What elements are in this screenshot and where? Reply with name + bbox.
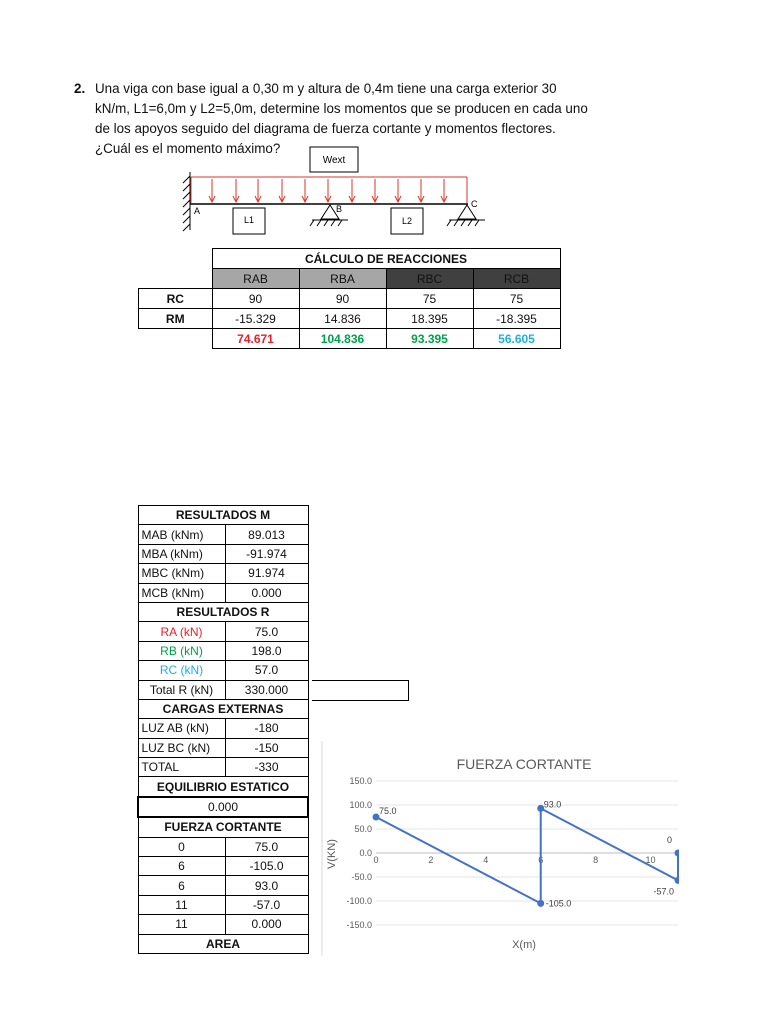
ra-label: RA (kN) xyxy=(138,622,225,641)
shear-v: 75.0 xyxy=(225,837,308,856)
problem-number: 2. xyxy=(74,81,86,96)
area-title: AREA xyxy=(138,934,308,953)
shear-x: 11 xyxy=(138,895,225,914)
support-c-label: C xyxy=(471,199,478,209)
shear-v: -57.0 xyxy=(225,895,308,914)
table-row xyxy=(138,857,308,876)
equilibrium-title: EQUILIBRIO ESTATICO xyxy=(138,777,308,797)
support-b-label: B xyxy=(336,204,343,214)
shear-force-chart xyxy=(321,741,679,956)
rc-value: 57.0 xyxy=(225,661,308,680)
results-r-title: RESULTADOS R xyxy=(138,602,308,621)
x-tick-label: 2 xyxy=(428,855,434,865)
table-row xyxy=(138,895,308,914)
span2-label: L2 xyxy=(402,216,413,226)
table-row xyxy=(138,641,308,660)
load-arrow xyxy=(279,179,285,202)
y-tick-label: 50.0 xyxy=(354,824,372,834)
chart-title: FUERZA CORTANTE xyxy=(456,756,592,772)
span1-label: L1 xyxy=(244,215,255,225)
mbc-label: MBC (kNm) xyxy=(138,564,225,583)
table-row xyxy=(138,876,308,895)
load-arrow xyxy=(255,179,261,202)
rb-value: 198.0 xyxy=(225,641,308,660)
beam-diagram xyxy=(0,0,768,245)
table-row xyxy=(138,738,308,757)
table-row xyxy=(138,544,308,563)
load-arrow xyxy=(325,179,331,202)
data-label: -57.0 xyxy=(653,886,674,897)
load-arrow xyxy=(233,179,239,202)
total-rab: 74.671 xyxy=(212,329,299,349)
data-label: 0 xyxy=(666,835,672,845)
ra-value: 75.0 xyxy=(225,622,308,641)
cell-rc-rab: 90 xyxy=(212,289,299,309)
luz-bc-label: LUZ BC (kN) xyxy=(138,738,225,757)
pin-support-b xyxy=(310,205,348,226)
x-tick-label: 6 xyxy=(538,855,544,865)
mba-label: MBA (kNm) xyxy=(138,544,225,563)
total-ext-value: -330 xyxy=(225,758,308,777)
cell-rc-rcb: 75 xyxy=(473,289,560,309)
total-rba: 104.836 xyxy=(299,329,386,349)
table-row xyxy=(138,719,308,738)
cell-rm-rba: 14.836 xyxy=(299,309,386,329)
load-arrow xyxy=(209,179,215,202)
load-arrow xyxy=(418,179,424,202)
total-r-value: 330.000 xyxy=(225,680,308,699)
y-tick-label: -50.0 xyxy=(351,872,372,882)
data-label: 75.0 xyxy=(379,806,397,816)
header-rba: RBA xyxy=(299,269,386,289)
total-rcb: 56.605 xyxy=(473,329,560,349)
total-r-extra-cell xyxy=(312,680,409,701)
header-rcb: RCB xyxy=(473,269,560,289)
support-a-label: A xyxy=(194,206,201,216)
external-loads-title: CARGAS EXTERNAS xyxy=(138,699,308,718)
load-arrow xyxy=(349,179,355,202)
rb-label: RB (kN) xyxy=(138,641,225,660)
mbc-value: 91.974 xyxy=(225,564,308,583)
y-tick-label: 0.0 xyxy=(359,848,372,858)
cell-rc-rba: 90 xyxy=(299,289,386,309)
shear-v: 0.000 xyxy=(225,915,308,934)
x-tick-label: 8 xyxy=(593,855,599,865)
total-rbc: 93.395 xyxy=(386,329,473,349)
row-label-rm: RM xyxy=(139,309,213,329)
row-label-rc: RC xyxy=(139,289,213,309)
shear-title: FUERZA CORTANTE xyxy=(138,817,308,837)
table-row xyxy=(138,622,308,641)
x-tick-label: 0 xyxy=(373,855,379,865)
y-tick-label: 150.0 xyxy=(349,776,372,786)
reactions-title: CÁLCULO DE REACCIONES xyxy=(212,249,560,269)
shear-v: 93.0 xyxy=(225,876,308,895)
table-row xyxy=(138,680,308,699)
luz-bc-value: -150 xyxy=(225,738,308,757)
reactions-table xyxy=(138,248,561,349)
mab-value: 89.013 xyxy=(225,525,308,544)
rc-label: RC (kN) xyxy=(138,661,225,680)
pin-support-c xyxy=(447,205,485,226)
table-row xyxy=(138,583,308,602)
shear-x: 0 xyxy=(138,837,225,856)
cell-rm-rcb: -18.395 xyxy=(473,309,560,329)
x-tick-label: 10 xyxy=(645,855,656,865)
shear-x: 6 xyxy=(138,857,225,876)
shear-v: -105.0 xyxy=(225,857,308,876)
data-label: -105.0 xyxy=(545,898,572,909)
results-table xyxy=(137,505,309,954)
fixed-support-a xyxy=(183,172,190,231)
y-tick-label: 100.0 xyxy=(349,800,372,810)
header-rbc: RBC xyxy=(386,269,473,289)
table-row xyxy=(139,329,561,349)
load-arrows xyxy=(209,179,447,202)
y-axis-label: V(KN) xyxy=(326,839,338,869)
load-arrow xyxy=(395,179,401,202)
luz-ab-value: -180 xyxy=(225,719,308,738)
x-tick-label: 4 xyxy=(483,855,489,865)
table-row xyxy=(138,837,308,856)
chart-background xyxy=(321,741,679,956)
data-point xyxy=(537,900,544,907)
load-arrow xyxy=(372,179,378,202)
table-row xyxy=(138,564,308,583)
table-row xyxy=(139,309,561,329)
luz-ab-label: LUZ AB (kN) xyxy=(138,719,225,738)
table-row xyxy=(138,661,308,680)
load-label: Wext xyxy=(322,155,346,166)
cell-rm-rab: -15.329 xyxy=(212,309,299,329)
table-row xyxy=(138,915,308,934)
y-tick-label: -150.0 xyxy=(346,920,372,930)
header-rab: RAB xyxy=(212,269,299,289)
load-arrow xyxy=(441,179,447,202)
total-ext-label: TOTAL xyxy=(138,758,225,777)
load-arrow xyxy=(302,179,308,202)
shear-x: 6 xyxy=(138,876,225,895)
x-axis-label: X(m) xyxy=(512,939,536,951)
mcb-label: MCB (kNm) xyxy=(138,583,225,602)
equilibrium-value: 0.000 xyxy=(138,797,308,817)
data-label: 93.0 xyxy=(543,799,562,810)
shear-x: 11 xyxy=(138,915,225,934)
results-m-title: RESULTADOS M xyxy=(138,506,308,525)
table-row xyxy=(138,525,308,544)
problem-text: Una viga con base igual a 0,30 m y altura de 0,4m tiene una carga exterior 30 kN/m, L1=6,0m y L2=5,0m, determine los momentos que se producen en cada uno de los apoyos seguido del diagrama de fuerza cortante y momentos flectores. ¿Cuál es el momento máximo? xyxy=(95,81,588,156)
y-tick-label: -100.0 xyxy=(346,896,372,906)
total-r-label: Total R (kN) xyxy=(138,680,225,699)
mab-label: MAB (kNm) xyxy=(138,525,225,544)
mcb-value: 0.000 xyxy=(225,583,308,602)
cell-rm-rbc: 18.395 xyxy=(386,309,473,329)
mba-value: -91.974 xyxy=(225,544,308,563)
table-row xyxy=(139,289,561,309)
table-row xyxy=(138,758,308,777)
cell-rc-rbc: 75 xyxy=(386,289,473,309)
